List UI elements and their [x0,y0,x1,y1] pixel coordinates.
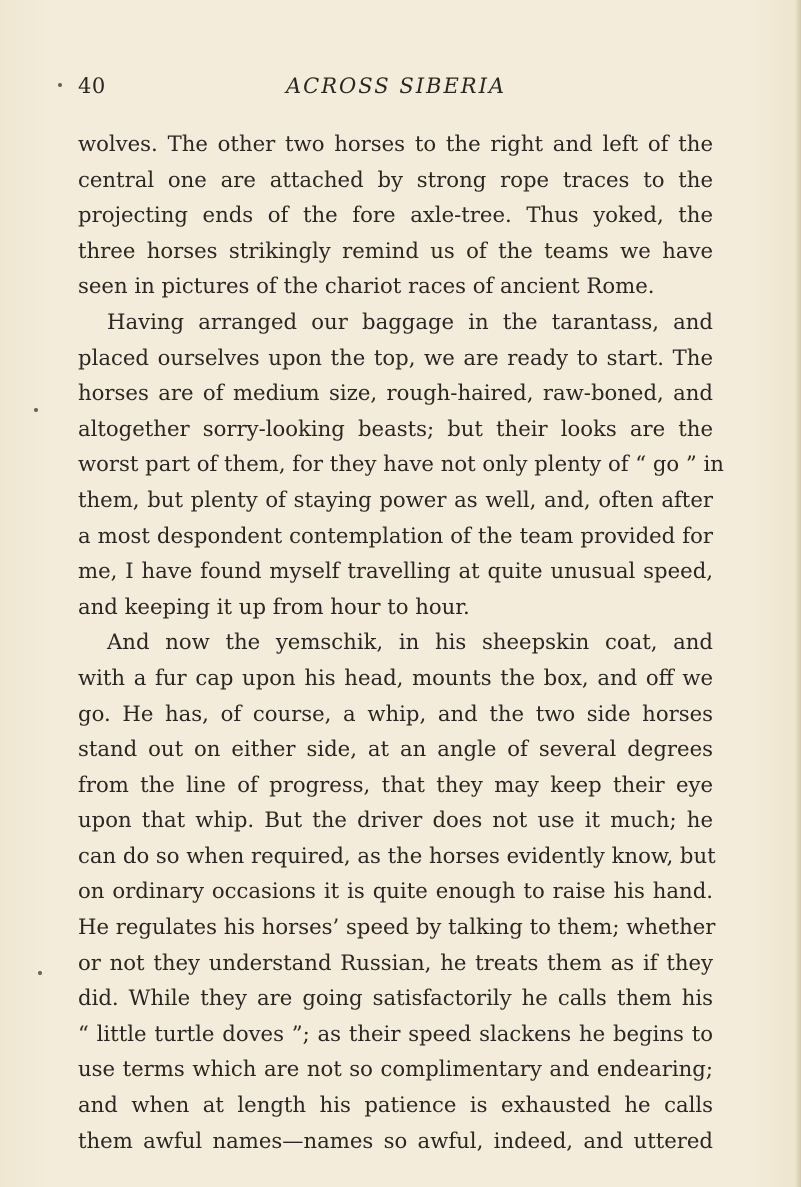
text-line: stand out on either side, at an angle of several degrees [78,736,713,762]
text-line: did. While they are going satisfactorily he calls them his [78,985,713,1011]
text-line: altogether sorry-looking beasts; but their looks are the [78,415,713,441]
running-title: ACROSS SIBERIA [286,74,507,98]
text-line: worst part of them, for they have not only plenty of “ go ” in [78,451,724,477]
text-line: projecting ends of the fore axle-tree. Thus yoked, the [78,202,713,228]
text-line: go. He has, of course, a whip, and the two side horses [78,700,713,726]
text-line: them, but plenty of staying power as well, and, often after [78,486,713,512]
text-line: wolves. The other two horses to the right and left of the [78,131,713,156]
text-line: Having arranged our baggage in the tarantass, and [107,308,713,334]
text-line: And now the yemschik, in his sheepskin coat, and [107,629,713,655]
body-text [78,126,724,1158]
text-line: “ little turtle doves ”; as their speed slackens he begins to [78,1020,713,1046]
text-line: a most despondent contemplation of the team provided for [78,522,713,548]
text-line: He regulates his horses’ speed by talking to them; whether [78,914,716,940]
text-line: me, I have found myself travelling at quite unusual speed, [78,558,713,584]
margin-dot [58,83,62,87]
text-line: and when at length his patience is exhausted he calls [78,1092,713,1118]
running-head [78,74,638,104]
page-edge-shadow [795,0,801,1187]
text-line: seen in pictures of the chariot races of ancient Rome. [78,273,655,299]
text-line: placed ourselves upon the top, we are ready to start. The [78,344,713,370]
text-line: central one are attached by strong rope traces to the [78,166,713,192]
text-line: can do so when required, as the horses evidently know, but [78,842,716,868]
text-line: horses are of medium size, rough-haired, raw-boned, and [78,380,713,406]
text-line: them awful names—names so awful, indeed, and uttered [78,1127,713,1153]
text-line: with a fur cap upon his head, mounts the box, and off we [78,664,713,690]
text-line: or not they understand Russian, he treats them as if they [78,949,713,975]
text-line: use terms which are not so complimentary and endearing; [78,1056,713,1082]
margin-dot [34,408,38,412]
text-line: on ordinary occasions it is quite enough to raise his hand. [78,878,713,904]
text-line: three horses strikingly remind us of the teams we have [78,237,713,263]
page-number: 40 [78,74,106,98]
text-line: and keeping it up from hour to hour. [78,593,470,619]
margin-dot [38,971,42,975]
text-line: from the line of progress, that they may keep their eye [78,771,713,797]
text-line: upon that whip. But the driver does not use it much; he [78,807,713,833]
